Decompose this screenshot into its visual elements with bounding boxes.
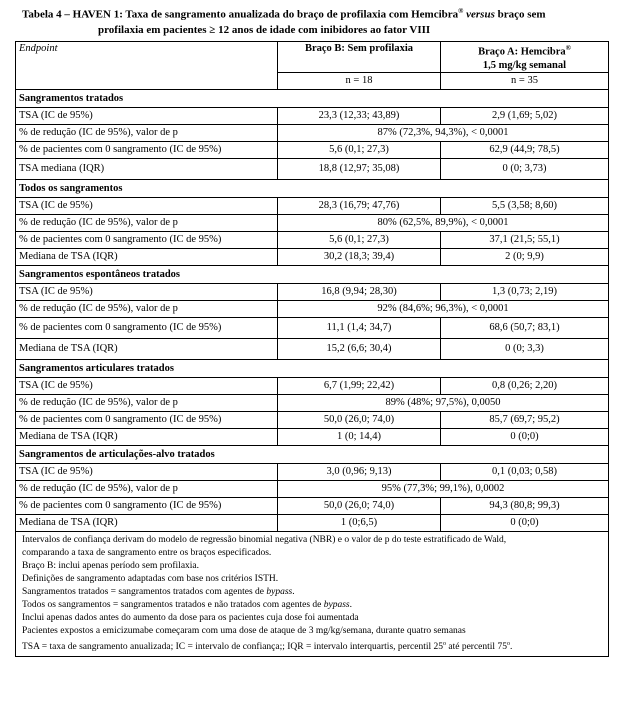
footnote-sup: o bbox=[506, 640, 510, 647]
section-title: Sangramentos espontâneos tratados bbox=[16, 265, 609, 283]
arm-b-header: Braço B: Sem profilaxia bbox=[278, 42, 441, 73]
arm-b-value: 6,7 (1,99; 22,42) bbox=[278, 377, 441, 394]
table-row bbox=[16, 463, 609, 480]
footnote-line bbox=[22, 599, 605, 612]
table-row bbox=[16, 338, 609, 359]
table-row bbox=[16, 124, 609, 141]
footnote-line: Intervalos de confiança derivam do modelo de regressão binomial negativa (NBR) e o valor de p do teste estratificado de Wald, bbox=[22, 534, 507, 545]
footnote-italic: bypass bbox=[266, 586, 293, 597]
arm-a-value: 0 (0; 3,3) bbox=[441, 338, 609, 359]
footnote-text: Todos os sangramentos = sangramentos tratados e não tratados com agentes de bbox=[22, 599, 324, 610]
footnote-text: . bbox=[509, 641, 513, 652]
footnote-text: TSA = taxa de sangramento anualizada; IC = intervalo de confiança;; IQR = intervalo interquartis, percentil 25 bbox=[22, 641, 444, 652]
section-row bbox=[16, 265, 609, 283]
arm-b-value: 18,8 (12,97; 35,08) bbox=[278, 158, 441, 179]
arm-b-value: 30,2 (18,3; 39,4) bbox=[278, 248, 441, 265]
row-label: TSA (IC de 95%) bbox=[16, 107, 278, 124]
arm-b-value: 1 (0;6,5) bbox=[278, 514, 441, 531]
row-label: % de redução (IC de 95%), valor de p bbox=[16, 124, 278, 141]
row-label: % de pacientes com 0 sangramento (IC de 95%) bbox=[16, 141, 278, 158]
reduction-value: 95% (77,3%; 99,1%), 0,0002 bbox=[278, 480, 609, 497]
arm-a-registered-mark: ® bbox=[565, 44, 571, 52]
row-label: Mediana de TSA (IQR) bbox=[16, 338, 278, 359]
arm-b-value: 28,3 (16,79; 47,76) bbox=[278, 197, 441, 214]
row-label: TSA (IC de 95%) bbox=[16, 463, 278, 480]
footnote-italic: bypass bbox=[323, 599, 350, 610]
n-arm-a: n = 35 bbox=[441, 72, 609, 89]
footnote-line: comparando a taxa de sangramento entre os braços especificados. bbox=[22, 547, 272, 558]
footnote-text: Sangramentos tratados = sangramentos tratados com agentes de bbox=[22, 586, 267, 597]
section-title: Sangramentos de articulações-alvo tratados bbox=[16, 445, 609, 463]
arm-b-value: 50,0 (26,0; 74,0) bbox=[278, 497, 441, 514]
arm-b-value: 15,2 (6,6; 30,4) bbox=[278, 338, 441, 359]
arm-a-value: 0,1 (0,03; 0,58) bbox=[441, 463, 609, 480]
arm-a-value: 5,5 (3,58; 8,60) bbox=[441, 197, 609, 214]
table-row bbox=[16, 283, 609, 300]
arm-b-value: 16,8 (9,94; 28,30) bbox=[278, 283, 441, 300]
section-row bbox=[16, 445, 609, 463]
table-row bbox=[16, 107, 609, 124]
row-label: Mediana de TSA (IQR) bbox=[16, 248, 278, 265]
footnote-line: Braço B: inclui apenas período sem profilaxia. bbox=[22, 560, 200, 571]
row-label: TSA mediana (IQR) bbox=[16, 158, 278, 179]
footnote-line bbox=[22, 638, 605, 654]
footnote-text: até percentil 75 bbox=[446, 641, 507, 652]
footnotes bbox=[16, 531, 609, 656]
arm-a-value: 85,7 (69,7; 95,2) bbox=[441, 411, 609, 428]
section-row bbox=[16, 359, 609, 377]
arm-a-value: 2 (0; 9,9) bbox=[441, 248, 609, 265]
table-row bbox=[16, 317, 609, 338]
table-row bbox=[16, 514, 609, 531]
table-row bbox=[16, 394, 609, 411]
caption-versus: versus bbox=[463, 8, 495, 21]
table-row bbox=[16, 411, 609, 428]
caption-registered-mark: ® bbox=[458, 7, 464, 15]
table-row bbox=[16, 497, 609, 514]
section-title: Todos os sangramentos bbox=[16, 179, 609, 197]
row-label: % de redução (IC de 95%), valor de p bbox=[16, 214, 278, 231]
row-label: Mediana de TSA (IQR) bbox=[16, 514, 278, 531]
table-row bbox=[16, 480, 609, 497]
section-title: Sangramentos articulares tratados bbox=[16, 359, 609, 377]
row-label: % de pacientes com 0 sangramento (IC de 95%) bbox=[16, 231, 278, 248]
footnote-line: Definições de sangramento adaptadas com base nos critérios ISTH. bbox=[22, 573, 279, 584]
arm-a-value: 0 (0;0) bbox=[441, 514, 609, 531]
row-label: % de pacientes com 0 sangramento (IC de 95%) bbox=[16, 317, 278, 338]
footnote-line: Inclui apenas dados antes do aumento da dose para os pacientes cuja dose foi aumentada bbox=[22, 612, 359, 623]
table-caption bbox=[22, 4, 612, 38]
row-label: Mediana de TSA (IQR) bbox=[16, 428, 278, 445]
footnote-line bbox=[22, 586, 605, 599]
reduction-value: 89% (48%; 97,5%), 0,0050 bbox=[278, 394, 609, 411]
arm-b-value: 23,3 (12,33; 43,89) bbox=[278, 107, 441, 124]
arm-a-value: 62,9 (44,9; 78,5) bbox=[441, 141, 609, 158]
arm-b-value: 3,0 (0,96; 9,13) bbox=[278, 463, 441, 480]
arm-a-value: 94,3 (80,8; 99,3) bbox=[441, 497, 609, 514]
arm-a-header-line1: Braço A: Hemcibra bbox=[478, 46, 566, 58]
arm-a-header-line2: 1,5 mg/kg semanal bbox=[482, 59, 567, 71]
reduction-value: 87% (72,3%, 94,3%), < 0,0001 bbox=[278, 124, 609, 141]
arm-a-value: 0 (0;0) bbox=[441, 428, 609, 445]
table-row bbox=[16, 214, 609, 231]
section-title: Sangramentos tratados bbox=[16, 89, 609, 107]
table-row bbox=[16, 141, 609, 158]
row-label: % de redução (IC de 95%), valor de p bbox=[16, 394, 278, 411]
arm-a-value: 0,8 (0,26; 2,20) bbox=[441, 377, 609, 394]
arm-b-value: 5,6 (0,1; 27,3) bbox=[278, 141, 441, 158]
table-row bbox=[16, 158, 609, 179]
arm-a-value: 37,1 (21,5; 55,1) bbox=[441, 231, 609, 248]
row-label: % de redução (IC de 95%), valor de p bbox=[16, 480, 278, 497]
table-row bbox=[16, 377, 609, 394]
arm-a-value: 0 (0; 3,73) bbox=[441, 158, 609, 179]
arm-a-value: 2,9 (1,69; 5,02) bbox=[441, 107, 609, 124]
reduction-value: 80% (62,5%, 89,9%), < 0,0001 bbox=[278, 214, 609, 231]
arm-a-header bbox=[441, 42, 609, 73]
footnote-text: . bbox=[349, 599, 353, 610]
row-label: % de pacientes com 0 sangramento (IC de 95%) bbox=[16, 497, 278, 514]
caption-line2: profilaxia em pacientes ≥ 12 anos de idade com inibidores ao fator VIII bbox=[98, 23, 431, 36]
table-row bbox=[16, 428, 609, 445]
footnote-sup: o bbox=[443, 640, 447, 647]
header-row bbox=[16, 42, 609, 73]
arm-b-value: 11,1 (1,4; 34,7) bbox=[278, 317, 441, 338]
endpoint-header: Endpoint bbox=[16, 42, 278, 90]
row-label: TSA (IC de 95%) bbox=[16, 197, 278, 214]
results-table bbox=[15, 41, 609, 657]
arm-b-value: 5,6 (0,1; 27,3) bbox=[278, 231, 441, 248]
row-label: TSA (IC de 95%) bbox=[16, 377, 278, 394]
footnote-text: . bbox=[292, 586, 295, 597]
n-arm-b: n = 18 bbox=[278, 72, 441, 89]
row-label: TSA (IC de 95%) bbox=[16, 283, 278, 300]
caption-line1: Tabela 4 – HAVEN 1: Taxa de sangramento anualizada do braço de profilaxia com Hemcibra bbox=[22, 8, 459, 21]
reduction-value: 92% (84,6%; 96,3%), < 0,0001 bbox=[278, 300, 609, 317]
arm-b-value: 50,0 (26,0; 74,0) bbox=[278, 411, 441, 428]
arm-a-value: 68,6 (50,7; 83,1) bbox=[441, 317, 609, 338]
table-row bbox=[16, 231, 609, 248]
footnote-line: Pacientes expostos a emicizumabe começaram com uma dose de ataque de 3 mg/kg/semana, durante quatro semanas bbox=[22, 625, 466, 636]
arm-b-value: 1 (0; 14,4) bbox=[278, 428, 441, 445]
table-row bbox=[16, 197, 609, 214]
arm-a-value: 1,3 (0,73; 2,19) bbox=[441, 283, 609, 300]
footnotes-row bbox=[16, 531, 609, 656]
caption-line1-end: braço sem bbox=[494, 8, 546, 21]
table-row bbox=[16, 300, 609, 317]
row-label: % de redução (IC de 95%), valor de p bbox=[16, 300, 278, 317]
table-row bbox=[16, 248, 609, 265]
section-row bbox=[16, 89, 609, 107]
row-label: % de pacientes com 0 sangramento (IC de 95%) bbox=[16, 411, 278, 428]
section-row bbox=[16, 179, 609, 197]
